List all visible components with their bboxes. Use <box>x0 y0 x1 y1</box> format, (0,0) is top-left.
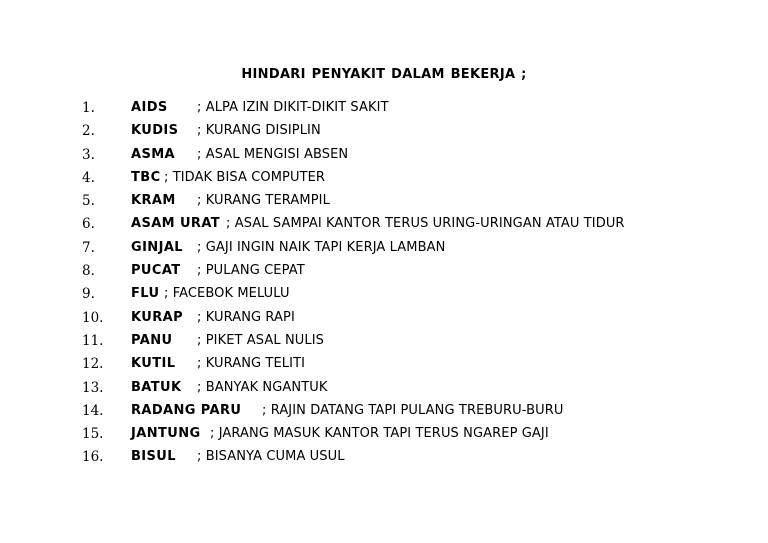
item-term: ASAM URAT <box>131 216 221 232</box>
item-number: 9. <box>82 286 95 303</box>
list-item <box>0 353 768 376</box>
item-term: KRAM <box>131 193 176 209</box>
list-item <box>0 190 768 213</box>
item-number: 11. <box>82 332 104 349</box>
item-term: AIDS <box>131 100 168 115</box>
item-term: GINJAL <box>131 239 183 255</box>
item-number: 3. <box>82 146 95 163</box>
item-description: ; KURANG RAPI <box>197 309 295 325</box>
list-item <box>0 237 768 260</box>
item-number: 16. <box>82 449 104 466</box>
item-number: 8. <box>82 263 95 280</box>
item-number: 7. <box>82 239 95 256</box>
item-description: ; JARANG MASUK KANTOR TAPI TERUS NGAREP GAJI <box>210 426 549 442</box>
item-description: ; ASAL MENGISI ABSEN <box>197 146 349 162</box>
list-item <box>0 283 768 306</box>
item-description: ; ALPA IZIN DIKIT-DIKIT SAKIT <box>197 100 389 115</box>
item-description: ; BANYAK NGANTUK <box>197 379 328 395</box>
list-item <box>0 307 768 330</box>
item-number: 10. <box>82 309 104 326</box>
item-term: RADANG PARU <box>131 402 242 418</box>
list-item <box>0 144 768 167</box>
item-description: ; KURANG DISIPLIN <box>197 123 321 139</box>
item-description: ; BISANYA CUMA USUL <box>197 449 345 465</box>
item-number: 13. <box>82 379 104 396</box>
item-description: ; KURANG TELITI <box>197 356 306 372</box>
item-number: 6. <box>82 216 95 233</box>
list-item <box>0 377 768 400</box>
item-description: ; FACEBOK MELULU <box>164 286 290 302</box>
item-description: ; PIKET ASAL NULIS <box>197 332 325 348</box>
item-number: 2. <box>82 123 95 140</box>
item-term: PANU <box>131 332 173 348</box>
list-item <box>0 167 768 190</box>
item-term: ASMA <box>131 146 176 162</box>
item-term: FLU <box>131 286 160 302</box>
list-item <box>0 213 768 236</box>
list-item <box>0 330 768 353</box>
item-number: 12. <box>82 356 104 373</box>
item-term: BATUK <box>131 379 182 395</box>
item-term: BISUL <box>131 449 176 465</box>
list-item <box>0 97 768 120</box>
item-number: 5. <box>82 193 95 210</box>
item-number: 4. <box>82 169 95 186</box>
item-description: ; RAJIN DATANG TAPI PULANG TREBURU-BURU <box>262 402 564 418</box>
item-description: ; ASAL SAMPAI KANTOR TERUS URING-URINGAN ATAU TIDUR <box>226 216 625 232</box>
item-number: 14. <box>82 402 104 419</box>
item-term: JANTUNG <box>131 426 201 442</box>
item-number: 1. <box>82 100 95 116</box>
page-title: HINDARI PENYAKIT DALAM BEKERJA ; <box>241 67 527 82</box>
item-term: TBC <box>131 169 161 185</box>
item-term: KUTIL <box>131 356 176 372</box>
item-description: ; GAJI INGIN NAIK TAPI KERJA LAMBAN <box>197 239 446 255</box>
item-description: ; PULANG CEPAT <box>197 263 305 279</box>
item-term: KUDIS <box>131 123 179 139</box>
disease-list <box>0 97 768 470</box>
item-description: ; KURANG TERAMPIL <box>197 193 330 209</box>
list-item <box>0 120 768 143</box>
item-term: KURAP <box>131 309 184 325</box>
list-item <box>0 446 768 469</box>
item-description: ; TIDAK BISA COMPUTER <box>164 169 326 185</box>
list-item <box>0 423 768 446</box>
list-item <box>0 400 768 423</box>
item-number: 15. <box>82 426 104 443</box>
list-item <box>0 260 768 283</box>
item-term: PUCAT <box>131 263 181 279</box>
